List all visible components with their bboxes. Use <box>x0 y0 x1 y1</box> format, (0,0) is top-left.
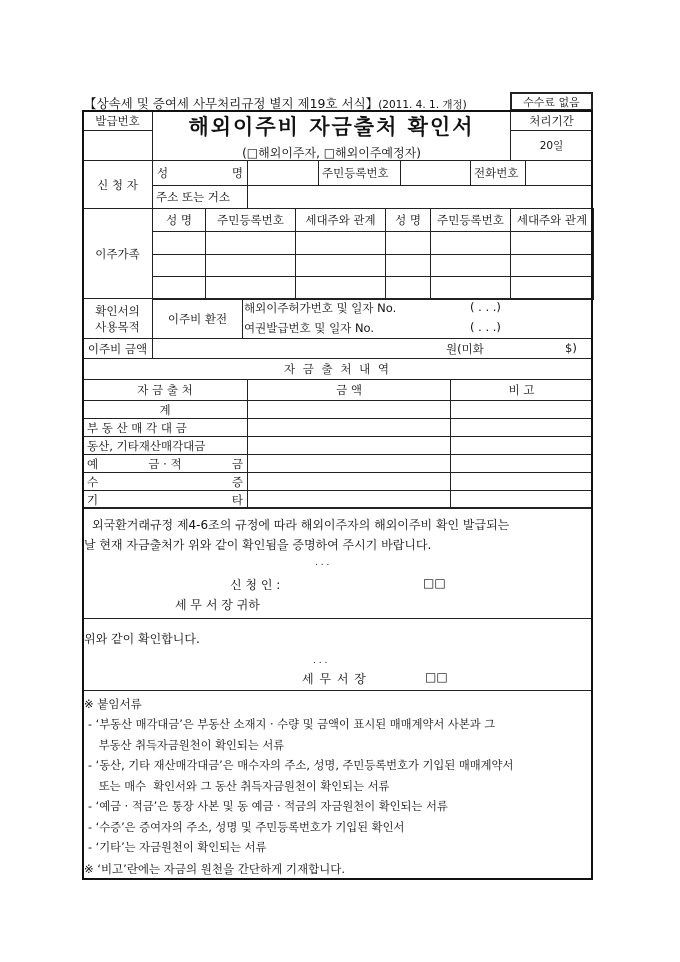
funds-source: 예 금 · 적 금 <box>82 454 248 473</box>
funds-section-title: 자 금 출 처 내 역 <box>82 358 593 380</box>
funds-remarks-cell[interactable] <box>450 400 593 419</box>
regulation-header: 【상속세 및 증여세 사무처리규정 별지 제19호 서식】(2011. 4. 1. 개정) <box>84 96 467 111</box>
note-item: 또는 매수 확인서와 그 동산 취득자금원천이 확인되는 서류 <box>88 779 390 793</box>
funds-remarks-cell[interactable] <box>450 472 593 491</box>
family-cell[interactable] <box>510 231 594 255</box>
family-cell[interactable] <box>385 231 431 255</box>
note-item: - ‘부동산 매각대금’은 부동산 소재지 · 수량 및 금액이 표시된 매매계약서 사본과 그 <box>88 718 496 731</box>
funds-remarks-cell[interactable] <box>450 418 593 437</box>
permit-date[interactable]: ( . . .) <box>470 300 501 314</box>
confirm-text: 위와 같이 확인합니다. <box>84 632 200 646</box>
funds-header-remarks: 비 고 <box>450 379 593 401</box>
family-header: 주민등록번호 <box>430 208 511 232</box>
purpose-label: 확인서의 사용목적 <box>82 298 153 339</box>
address-field[interactable] <box>247 185 593 209</box>
family-cell[interactable] <box>385 276 431 300</box>
family-cell[interactable] <box>430 254 511 277</box>
family-header: 세대주와 관계 <box>510 208 594 232</box>
name-field[interactable] <box>247 160 319 186</box>
funds-remarks-cell[interactable] <box>450 454 593 473</box>
permit-no-label: 해외이주허가번호 및 일자 No. <box>244 301 397 315</box>
family-cell[interactable] <box>152 254 206 277</box>
family-cell[interactable] <box>430 231 511 255</box>
family-label: 이주가족 <box>82 208 153 299</box>
funds-remarks-cell[interactable] <box>450 436 593 455</box>
family-cell[interactable] <box>152 231 206 255</box>
applicant-sign-label: 신 청 인 : <box>230 578 281 592</box>
page-title: 해외이주비 자금출처 확인서 <box>188 114 475 139</box>
rrn-field[interactable] <box>400 160 471 186</box>
funds-source: 부 동 산 매 각 대 금 <box>82 418 248 437</box>
family-cell[interactable] <box>430 276 511 300</box>
amount-label: 이주비 금액 <box>82 338 153 359</box>
addressee: 세 무 서 장 귀하 <box>175 598 260 612</box>
issue-no-label: 발급번호 <box>82 110 153 131</box>
family-cell[interactable] <box>205 276 296 300</box>
funds-amount-cell[interactable] <box>247 400 451 419</box>
processing-label: 처리기간 <box>510 110 593 131</box>
funds-source: 수 증 <box>82 472 248 491</box>
note-item: - ‘기타’는 자금원천이 확인되는 서류 <box>88 841 267 854</box>
title-block <box>152 110 511 161</box>
funds-amount-cell[interactable] <box>247 418 451 437</box>
issue-no-field[interactable] <box>82 130 153 161</box>
family-cell[interactable] <box>152 276 206 300</box>
notes-footer: ※ ‘비고’란에는 자금의 원천을 간단하게 기재합니다. <box>84 862 346 876</box>
funds-amount-cell[interactable] <box>247 454 451 473</box>
funds-source: 계 <box>82 400 248 419</box>
statement-line1: 외국환거래규정 제4-6조의 규정에 따라 해외이주자의 해외이주비 확인 발급되는 <box>92 518 510 532</box>
family-cell[interactable] <box>510 276 594 300</box>
fee-box: 수수료 없음 <box>510 92 593 111</box>
applicant-label: 신 청 자 <box>82 160 153 209</box>
family-header: 성 명 <box>152 208 206 232</box>
family-header: 성 명 <box>385 208 431 232</box>
funds-header-source: 자 금 출 처 <box>82 379 248 401</box>
funds-source: 기 타 <box>82 490 248 509</box>
phone-label: 전화번호 <box>470 160 526 186</box>
amount-field[interactable] <box>152 338 593 359</box>
notes-title: ※ 붙임서류 <box>84 697 142 711</box>
statement-date[interactable]: . . . <box>315 558 330 568</box>
note-item: 부동산 취득자금원천이 확인되는 서류 <box>88 738 285 752</box>
officer-label: 세 무 서 장 <box>302 672 367 686</box>
family-cell[interactable] <box>385 254 431 277</box>
funds-amount-cell[interactable] <box>247 472 451 491</box>
amount-unit: 원(미화 <box>446 342 484 356</box>
funds-amount-cell[interactable] <box>247 436 451 455</box>
family-cell[interactable] <box>295 231 386 255</box>
note-item: - ‘동산, 기타 재산매각대금’은 매수자의 주소, 성명, 주민등록번호가 기입된 매매계약서 <box>88 759 514 772</box>
funds-header-amount: 금 액 <box>247 379 451 401</box>
note-item: - ‘예금 · 적금’은 통장 사본 및 동 예금 · 적금의 자금원천이 확인되는 서류 <box>88 800 448 813</box>
family-cell[interactable] <box>205 231 296 255</box>
family-header: 세대주와 관계 <box>295 208 386 232</box>
statement-line2: 날 현재 자금출처가 위와 같이 확인됨을 증명하여 주시기 바랍니다. <box>84 538 432 552</box>
processing-value: 20일 <box>510 130 593 161</box>
officer-seal: □□ <box>425 670 448 684</box>
name-label: 성 명 <box>152 160 248 186</box>
amount-usd: $) <box>565 341 577 355</box>
family-cell[interactable] <box>295 254 386 277</box>
passport-date[interactable]: ( . . .) <box>470 320 501 334</box>
family-header: 주민등록번호 <box>205 208 296 232</box>
note-item: - ‘수증’은 증여자의 주소, 성명 및 주민등록번호가 기입된 확인서 <box>88 820 405 834</box>
family-cell[interactable] <box>205 254 296 277</box>
address-label: 주소 또는 거소 <box>152 185 248 209</box>
passport-no-label: 여권발급번호 및 일자 No. <box>244 321 375 335</box>
family-cell[interactable] <box>295 276 386 300</box>
funds-source: 동산, 기타재산매각대금 <box>82 436 248 455</box>
applicant-seal[interactable]: □□ <box>423 576 446 590</box>
confirm-date[interactable]: . . . <box>313 656 328 666</box>
exchange-label: 이주비 환전 <box>152 298 243 339</box>
rrn-label: 주민등록번호 <box>318 160 401 186</box>
family-cell[interactable] <box>510 254 594 277</box>
phone-field[interactable] <box>525 160 593 186</box>
subtitle: (□해외이주자, □해외이주예정자) <box>242 145 421 160</box>
